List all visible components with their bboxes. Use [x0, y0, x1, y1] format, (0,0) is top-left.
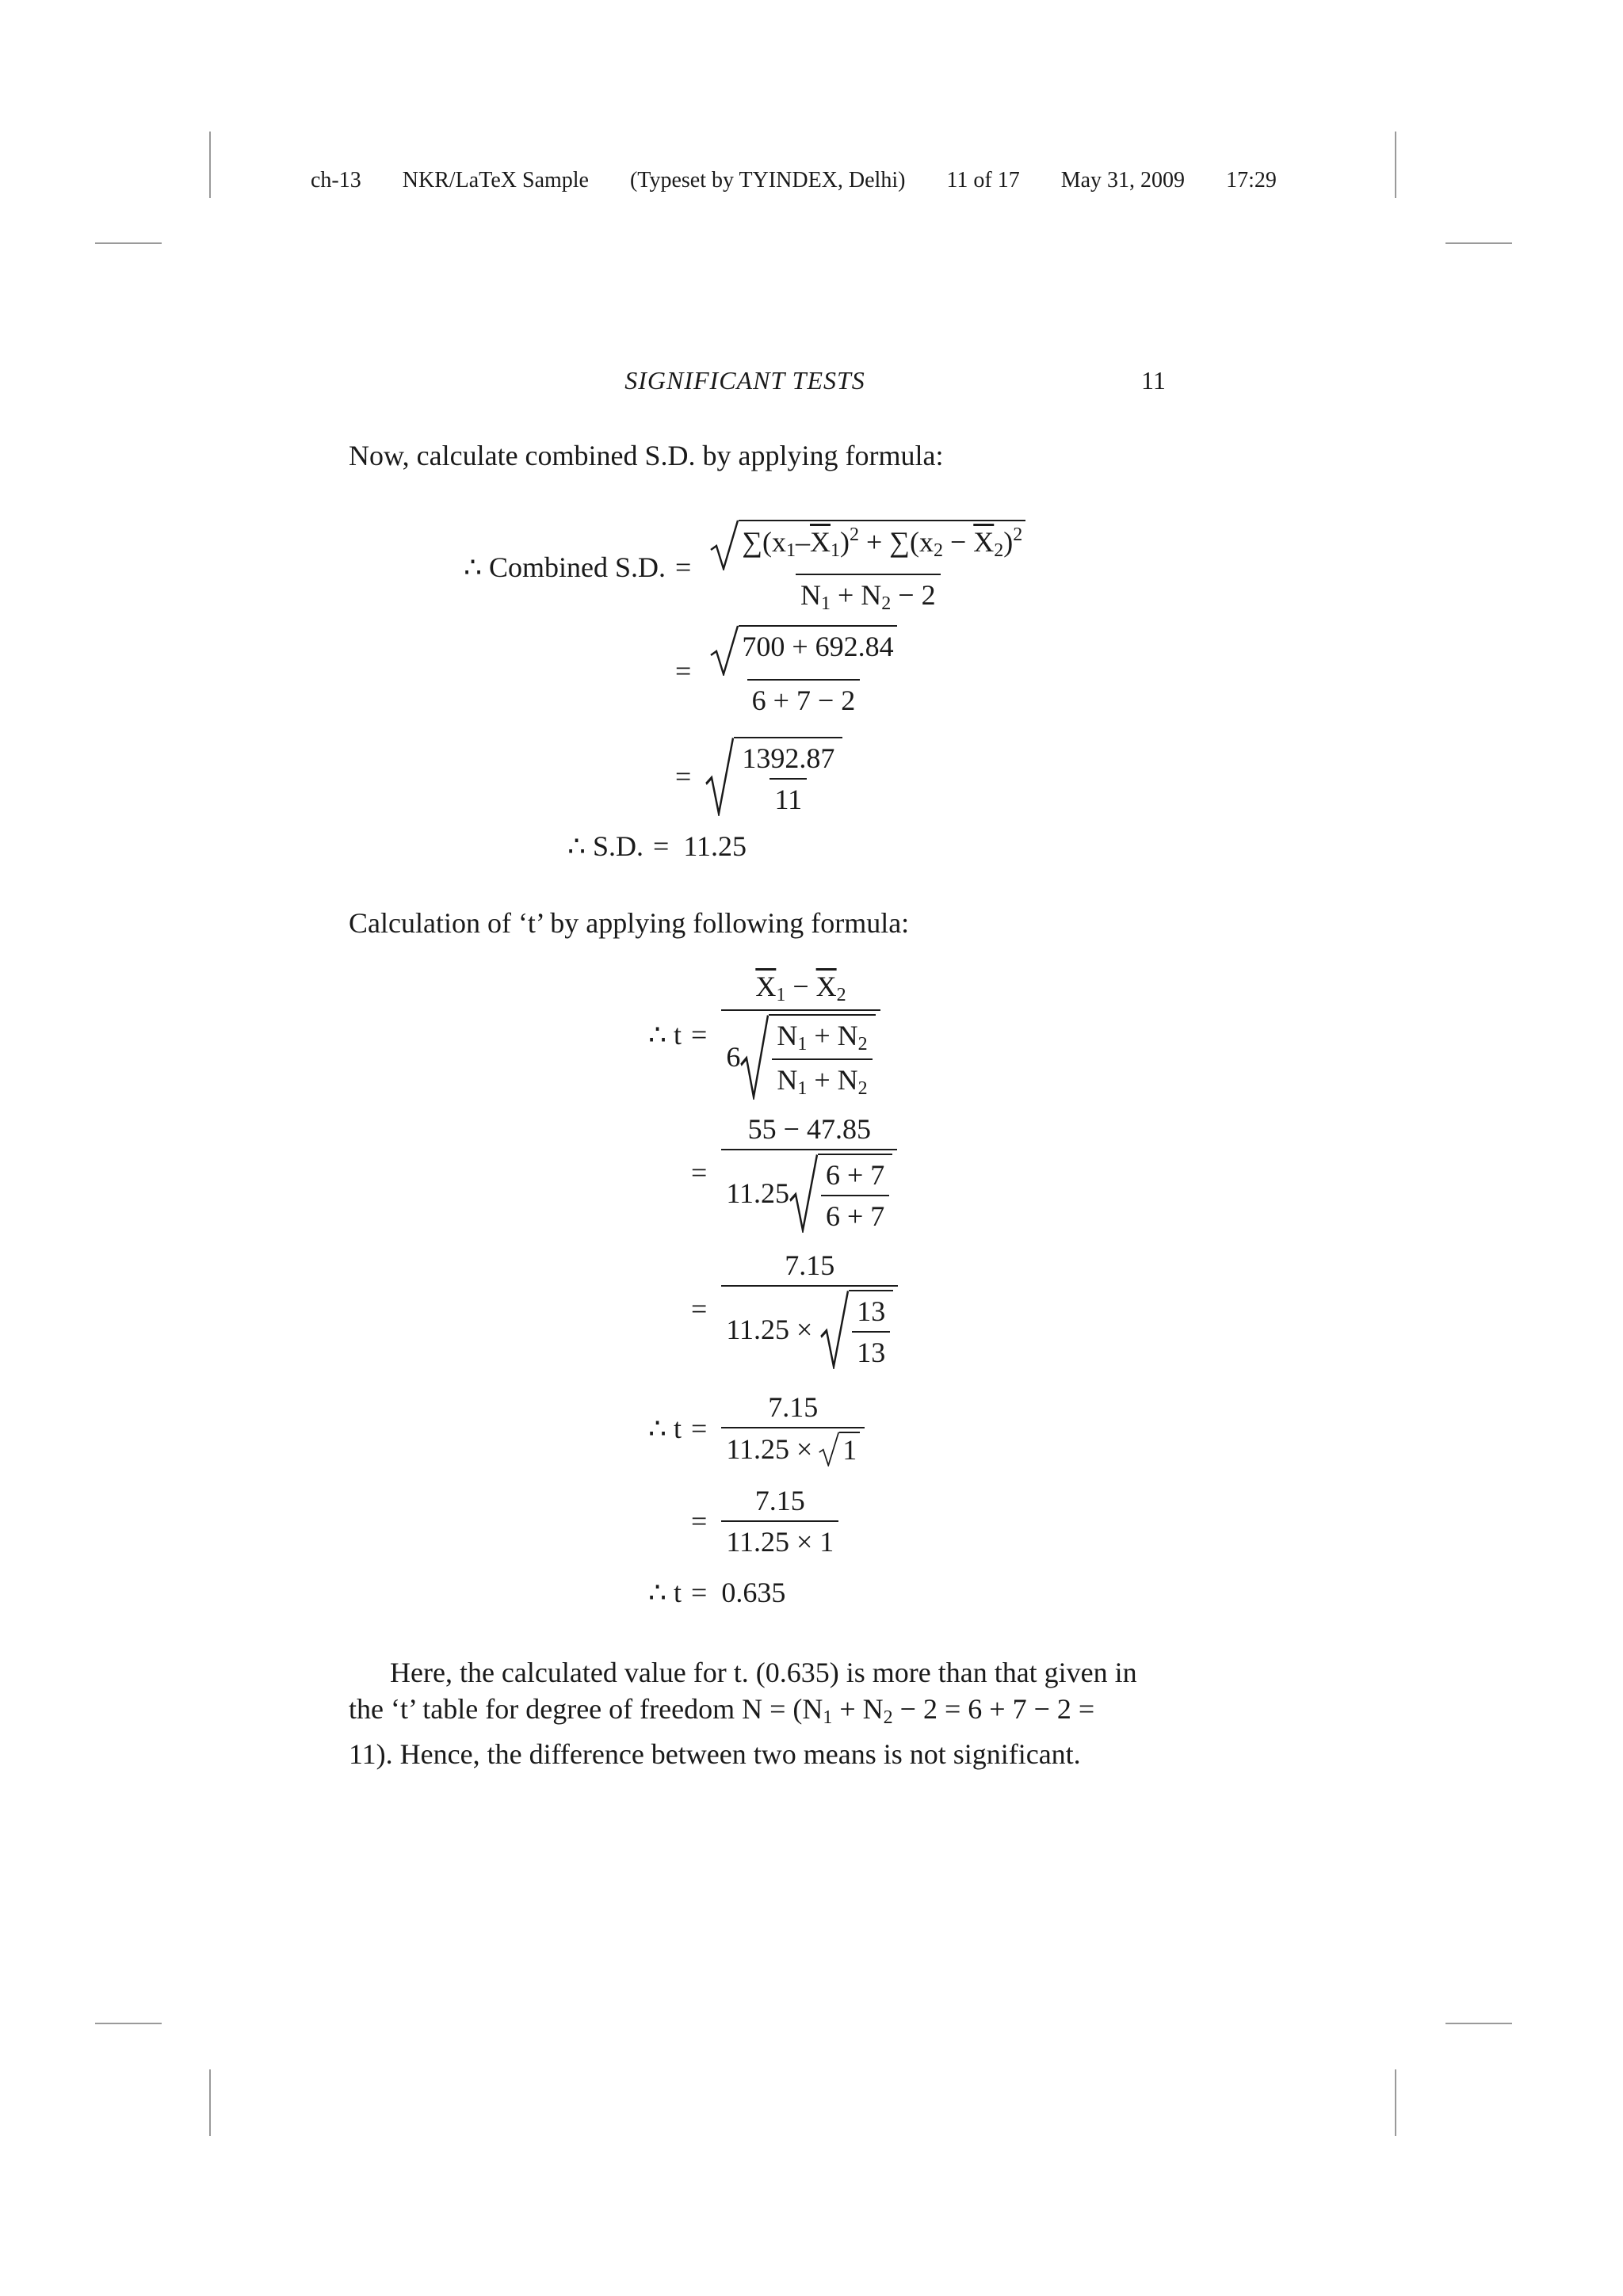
- t-step-4: ∴ t = 7.15 11.25 × 1: [444, 1385, 865, 1472]
- crop-mark-bottom-right: [1395, 2069, 1396, 2136]
- t-result: ∴ t = 0.635: [648, 1577, 786, 1608]
- conclusion-line-3: 11). Hence, the difference between two means is not significant.: [349, 1738, 1081, 1770]
- crop-mark-left-lower: [95, 2023, 162, 2024]
- conclusion-paragraph: [349, 1654, 1173, 1772]
- intro-t-text: Calculation of ‘t’ by applying following formula:: [349, 907, 910, 939]
- crop-mark-top-right: [1395, 132, 1396, 198]
- running-head-title: SIGNIFICANT TESTS: [624, 366, 865, 395]
- conclusion-line-2: the ‘t’ table for degree of freedom $N = (N_1 + N_2 - 2 = 6 + 7 - 2$ =: [349, 1693, 1095, 1728]
- t-formula: ∴ t = $\overline{X}_1 - \overline{X}_2$ 6 $\frac{N_1 + N_2}{N_1 + N_2}$: [444, 971, 880, 1098]
- square-root: 1: [819, 1432, 860, 1466]
- crop-mark-right-upper: [1445, 242, 1512, 244]
- crop-mark-left-upper: [95, 242, 162, 244]
- crop-mark-right-lower: [1445, 2023, 1512, 2024]
- sd-step-2: = $\frac{700 + 692.84}{6 + 7 - 2}$: [444, 627, 902, 715]
- sd-result: ∴ S.D. = 11.25: [567, 830, 747, 862]
- crop-mark-bottom-left: [209, 2069, 211, 2136]
- slug-time: 17:29: [1226, 168, 1277, 193]
- t-step-5: = $\frac{7.15}{11.25 \times 1}$: [444, 1482, 838, 1561]
- slug-typeset: (Typeset by TYINDEX, Delhi): [629, 168, 906, 193]
- sd-lhs: ∴ Combined S.D.: [464, 551, 666, 583]
- sd-fraction: [705, 520, 1030, 615]
- radical-icon: [705, 737, 734, 816]
- square-root: 700 + 692.84: [710, 625, 896, 676]
- radical-icon: [710, 520, 739, 570]
- crop-mark-top-left: [209, 132, 211, 198]
- slug-date: May 31, 2009: [1060, 168, 1186, 193]
- t-step-2: = 55 − 47.85 11.25 $\frac{6 + 7}{6 + 7}$: [444, 1109, 897, 1236]
- sd-denominator: $N_1 + N_2 - 2$: [796, 574, 941, 615]
- radical-icon: [710, 625, 739, 676]
- radical-icon: [819, 1432, 839, 1466]
- slug-pages: 11 of 17: [946, 168, 1020, 193]
- radical-icon: [740, 1014, 769, 1100]
- radical-icon: [789, 1154, 818, 1233]
- sd-numerator: [705, 520, 1030, 574]
- slug-chapter: ch-13: [311, 168, 361, 193]
- running-head: [0, 366, 1623, 401]
- typesetter-slug: [311, 165, 1306, 196]
- radical-icon: [820, 1290, 849, 1369]
- page-number: 11: [1141, 366, 1166, 395]
- square-root: $\frac{N_1 + N_2}{N_1 + N_2}$: [740, 1014, 875, 1100]
- square-root: $\frac{13}{13}$: [820, 1290, 893, 1369]
- conclusion-line-1: Here, the calculated value for t. (0.635) is more than that given in: [390, 1657, 1137, 1688]
- t-step-3: = 7.15 11.25 × $\frac{13}{13}$: [444, 1245, 898, 1372]
- square-root: [710, 520, 1025, 570]
- square-root: $\frac{1392.87}{11}$: [705, 737, 842, 816]
- intro-sd-text: Now, calculate combined S.D. by applying formula:: [349, 440, 944, 471]
- equals-sign: =: [675, 551, 692, 583]
- square-root: $\frac{6 + 7}{6 + 7}$: [789, 1154, 892, 1233]
- slug-sample: NKR/LaTeX Sample: [402, 168, 589, 193]
- radicand: $\sum(x_1-\overline{X}_1)^2 + \sum(x_2 - \overline{X}_2)^2$: [739, 520, 1025, 570]
- t-lhs: ∴ t: [648, 1019, 682, 1051]
- sd-step-3: = $\frac{1392.87}{11}$: [444, 729, 842, 824]
- sd-formula: [444, 504, 1030, 631]
